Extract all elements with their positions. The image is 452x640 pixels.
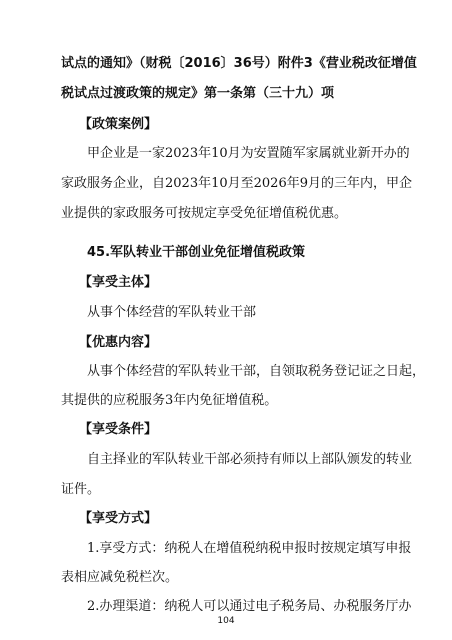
section-heading-conditions: 【享受条件】 <box>79 422 158 437</box>
section-heading-content: 【优惠内容】 <box>79 335 158 350</box>
case-text-line-1: 甲企业是一家2023年10月为安置随军家属就业新开办的 <box>87 146 410 161</box>
case-text-line-2: 家政服务企业，自2023年10月至2026年9月的三年内，甲企 <box>61 176 412 191</box>
policy-source-line-1: 试点的通知》（财税〔2016〕36号）附件3《营业税改征增值 <box>61 56 417 71</box>
conditions-text-line-2: 证件。 <box>61 482 101 497</box>
policy-source-line-2: 税试点过渡政策的规定》第一条第（三十九）项 <box>61 86 335 101</box>
conditions-text-line-1: 自主择业的军队转业干部必须持有师以上部队颁发的转业 <box>87 452 413 467</box>
case-text-line-3: 业提供的家政服务可按规定享受免征增值税优惠。 <box>61 206 348 221</box>
method-text-line-3: 2.办理渠道：纳税人可以通过电子税务局、办税服务厅办 <box>87 599 412 614</box>
policy-title: 45.军队转业干部创业免征增值税政策 <box>87 245 306 260</box>
page-number: 104 <box>217 616 235 626</box>
method-text-line-1: 1.享受方式：纳税人在增值税纳税申报时按规定填写申报 <box>87 541 412 556</box>
section-heading-method: 【享受方式】 <box>79 511 158 526</box>
method-text-line-2: 表相应减免税栏次。 <box>61 570 179 585</box>
section-heading-subject: 【享受主体】 <box>79 275 158 290</box>
subject-text: 从事个体经营的军队转业干部 <box>87 305 257 320</box>
content-text-line-1: 从事个体经营的军队转业干部，自领取税务登记证之日起， <box>87 364 426 379</box>
content-text-line-2: 其提供的应税服务3年内免征增值税。 <box>61 393 278 408</box>
section-heading-policy-case: 【政策案例】 <box>79 117 158 132</box>
